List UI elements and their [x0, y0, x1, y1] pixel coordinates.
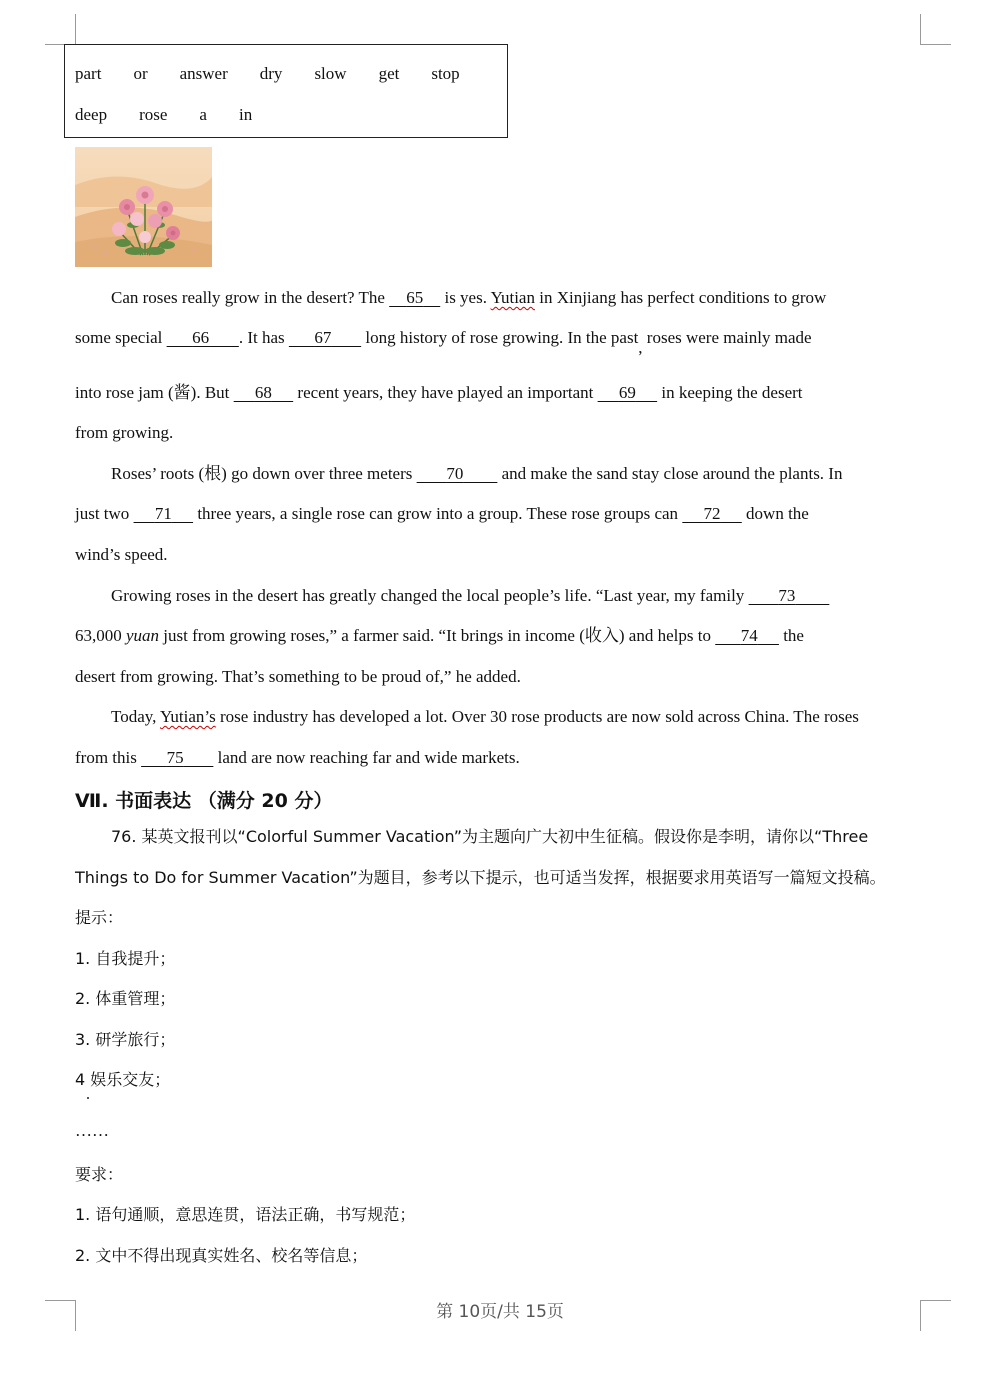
- blank-70[interactable]: [417, 465, 498, 482]
- text: just from growing roses,” a farmer said. “It brings in income (收入) and helps to: [159, 626, 716, 645]
- section-heading: Ⅶ. 书面表达 （满分 20 分）: [75, 790, 333, 812]
- word-bank-word: slow: [314, 64, 347, 83]
- passage-line-1: [111, 289, 826, 306]
- word-bank-word: get: [378, 64, 400, 83]
- blank-75[interactable]: [141, 749, 213, 766]
- text: long history of rose growing. In the past: [361, 328, 639, 347]
- requirement-item: 2. 文中不得出现真实姓名、校名等信息；: [75, 1246, 368, 1265]
- ellipsis: ……: [75, 1121, 109, 1140]
- word-bank-word: stop: [431, 64, 460, 83]
- hint-item: 1. 自我提升；: [75, 949, 176, 968]
- text: just two: [75, 504, 134, 523]
- writing-question-line-2: Things to Do for Summer Vacation”为题目，参考以下提示，也可适当发挥，根据要求用英语写一篇短文投稿。: [75, 868, 886, 887]
- text: roses were mainly made: [642, 328, 812, 347]
- blank-number: 65: [406, 288, 424, 307]
- passage-line-3: [75, 384, 803, 401]
- text: in keeping the desert: [657, 383, 803, 402]
- passage-line-2: [75, 328, 812, 357]
- text: from this: [75, 748, 142, 767]
- blank-69[interactable]: [598, 384, 658, 401]
- passage-line-10: desert from growing. That’s something to be proud of,” he added.: [75, 667, 521, 686]
- requirements-label: 要求：: [75, 1165, 124, 1184]
- passage-line-5: [111, 465, 842, 482]
- stray-dot: [87, 1097, 89, 1099]
- word-bank-word: rose: [139, 105, 168, 124]
- blank-74[interactable]: [715, 627, 779, 644]
- blank-number: 68: [254, 383, 272, 402]
- text: three years, a single rose can grow into a group. These rose groups can: [193, 504, 683, 523]
- text: Growing roses in the desert has greatly changed the local people’s life. “Last year, my family: [111, 586, 749, 605]
- word-bank-row-2: [75, 105, 284, 125]
- crop-mark-top-left: [45, 14, 76, 45]
- word-bank-word: deep: [75, 105, 108, 124]
- blank-number: 66: [192, 328, 210, 347]
- hint-item: 2. 体重管理；: [75, 989, 176, 1008]
- blank-65[interactable]: [389, 289, 440, 306]
- blank-number: 75: [166, 748, 184, 767]
- requirement-item: 1. 语句通顺，意思连贯，语法正确，书写规范；: [75, 1205, 416, 1224]
- passage-line-4: from growing.: [75, 423, 174, 442]
- text: rose industry has developed a lot. Over 30 rose products are now sold across China. The roses: [215, 707, 859, 726]
- text: land are now reaching far and wide markets.: [213, 748, 520, 767]
- word-bank-word: answer: [179, 64, 228, 83]
- hint-item: 4 娱乐交友；: [75, 1070, 171, 1089]
- hint-label: 提示：: [75, 908, 124, 927]
- passage-line-8: [111, 587, 829, 604]
- blank-number: 70: [446, 464, 464, 483]
- blank-number: 72: [703, 504, 721, 523]
- blank-number: 73: [778, 586, 796, 605]
- text: Today,: [111, 707, 161, 726]
- blank-68[interactable]: [234, 384, 294, 401]
- word-bank-box: [64, 44, 508, 138]
- blank-67[interactable]: [289, 329, 361, 346]
- blank-73[interactable]: [749, 587, 830, 604]
- blank-66[interactable]: [167, 329, 239, 346]
- spellcheck-word: Yutian’s: [160, 707, 216, 726]
- word-bank-word: in: [238, 105, 253, 124]
- word-bank-row-1: [75, 64, 492, 84]
- text: down the: [741, 504, 809, 523]
- text: into rose jam (酱). But: [75, 383, 234, 402]
- text-italic: yuan: [126, 626, 160, 645]
- word-bank-word: part: [75, 64, 102, 83]
- passage-line-11: [111, 708, 859, 725]
- text: in Xinjiang has perfect conditions to grow: [534, 288, 827, 307]
- text: Roses’ roots (根) go down over three meters: [111, 464, 417, 483]
- word-bank-word: a: [199, 105, 207, 124]
- blank-number: 67: [314, 328, 332, 347]
- text: . It has: [238, 328, 289, 347]
- blank-number: 69: [618, 383, 636, 402]
- writing-question-line-1: 76. 某英文报刊以“Colorful Summer Vacation”为主题向广大初中生征稿。假设你是李明，请你以“Three: [111, 827, 869, 846]
- crop-mark-top-right: [920, 14, 951, 45]
- rose-desert-illustration: [75, 147, 212, 267]
- text: Can roses really grow in the desert? The: [111, 288, 390, 307]
- text: 63,000: [75, 626, 126, 645]
- spellcheck-word: Yutian: [490, 288, 535, 307]
- blank-number: 71: [154, 504, 172, 523]
- passage-line-9: [75, 627, 804, 644]
- text: the: [778, 626, 804, 645]
- word-bank-word: dry: [259, 64, 283, 83]
- hint-item: 3. 研学旅行；: [75, 1030, 176, 1049]
- blank-number: 74: [740, 626, 758, 645]
- blank-71[interactable]: [134, 505, 194, 522]
- text: some special: [75, 328, 167, 347]
- page-number: 第 10页/共 15页: [436, 1302, 564, 1322]
- text: recent years, they have played an important: [293, 383, 598, 402]
- passage-line-6: [75, 505, 809, 522]
- text: ,: [638, 338, 643, 357]
- passage-line-7: wind’s speed.: [75, 545, 168, 564]
- text: is yes.: [440, 288, 491, 307]
- word-bank-word: or: [133, 64, 148, 83]
- text: and make the sand stay close around the plants. In: [497, 464, 843, 483]
- blank-72[interactable]: [682, 505, 742, 522]
- passage-line-12: [75, 749, 520, 766]
